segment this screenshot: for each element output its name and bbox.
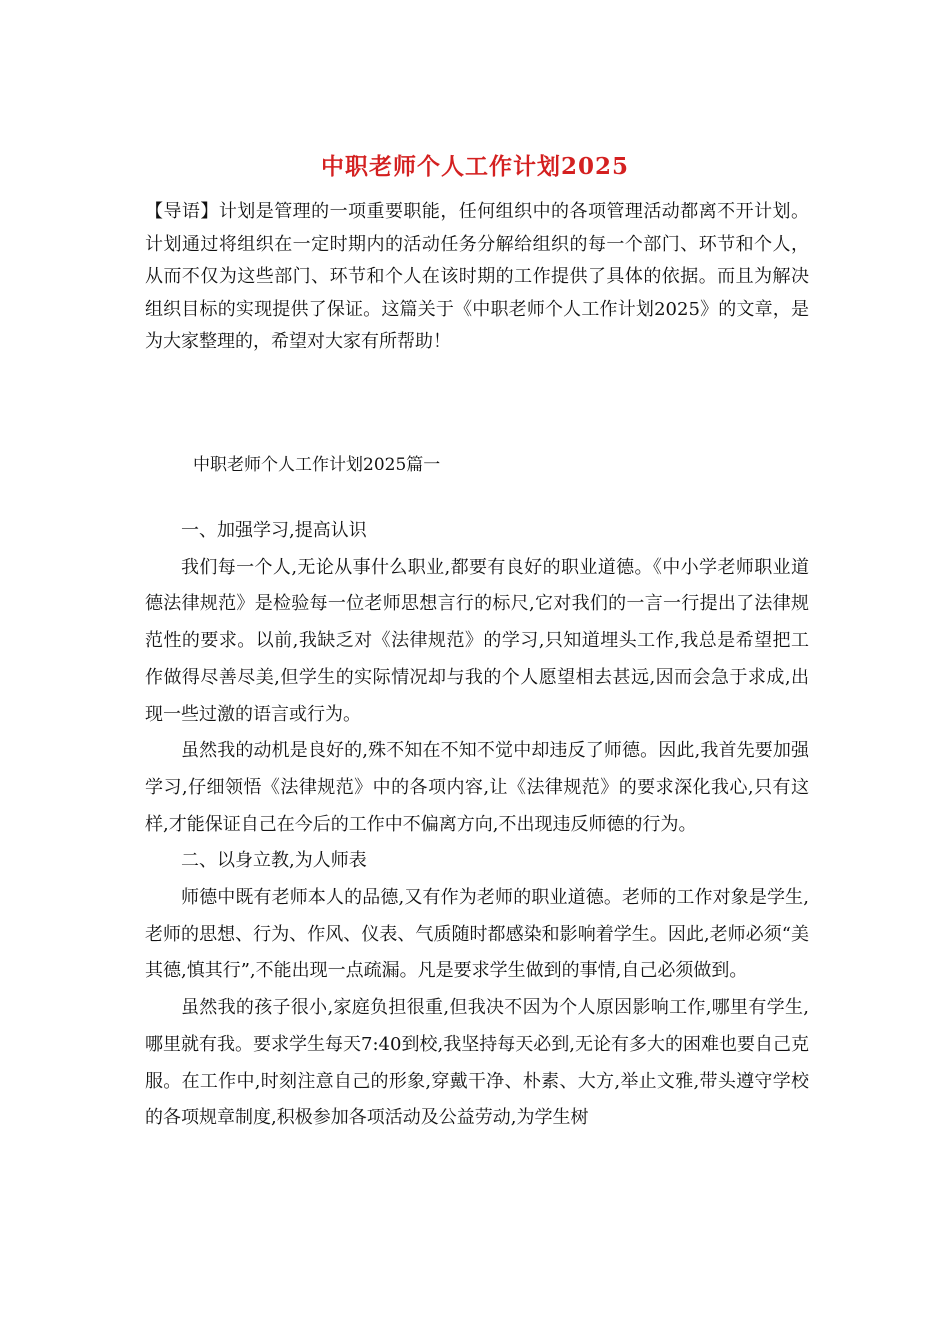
body-paragraph: 我们每一个人,无论从事什么职业,都要有良好的职业道德。《中小学老师职业道德法律规范》是检验每一位老师思想言行的标尺,它对我们的一言一行提出了法律规范性的要求。以前,我缺乏对《法律规范》的学习,只知道埋头工作,我总是希望把工作做得尽善尽美,但学生的实际情况却与我的个人愿望相去甚远,因而会急于求成,出现一些过激的语言或行为。 [145,556,809,725]
body-paragraph: 虽然我的孩子很小,家庭负担很重,但我决不因为个人原因影响工作,哪里有学生,哪里就有我。要求学生每天7:40到校,我坚持每天必到,无论有多大的困难也要自己克服。在工作中,时刻注意自己的形象,穿戴干净、朴素、大方,举止文雅,带头遵守学校的各项规章制度,积极参加各项活动及公益劳动,为学生树 [145,997,809,1129]
heading-strengthen-study: 一、加强学习,提高认识 [181,520,367,541]
document-title: 中职老师个人工作计划2025 [320,153,629,180]
section-heading: 中职老师个人工作计划2025篇一 [193,455,441,475]
body-paragraph: 师德中既有老师本人的品德,又有作为老师的职业道德。老师的工作对象是学生,老师的思想、行为、作风、仪表、气质随时都感染和影响着学生。因此,老师必须“美其德,慎其行”,不能出现一点疏漏。凡是要求学生做到的事情,自己必须做到。 [145,887,809,982]
body-paragraph: 虽然我的动机是良好的,殊不知在不知不觉中却违反了师德。因此,我首先要加强学习,仔细领悟《法律规范》中的各项内容,让《法律规范》的要求深化我心,只有这样,才能保证自己在今后的工作中不偏离方向,不出现违反师德的行为。 [145,740,809,835]
intro-paragraph: 【导语】计划是管理的一项重要职能，任何组织中的各项管理活动都离不开计划。计划通过将组织在一定时期内的活动任务分解给组织的每一个部门、环节和个人，从而不仅为这些部门、环节和个人在该时期的工作提供了具体的依据。而且为解决组织目标的实现提供了保证。这篇关于《中职老师个人工作计划2025》的文章，是为大家整理的，希望对大家有所帮助！ [145,201,809,352]
heading-lead-by-example: 二、以身立教,为人师表 [181,850,367,872]
body-text [145,513,809,1137]
